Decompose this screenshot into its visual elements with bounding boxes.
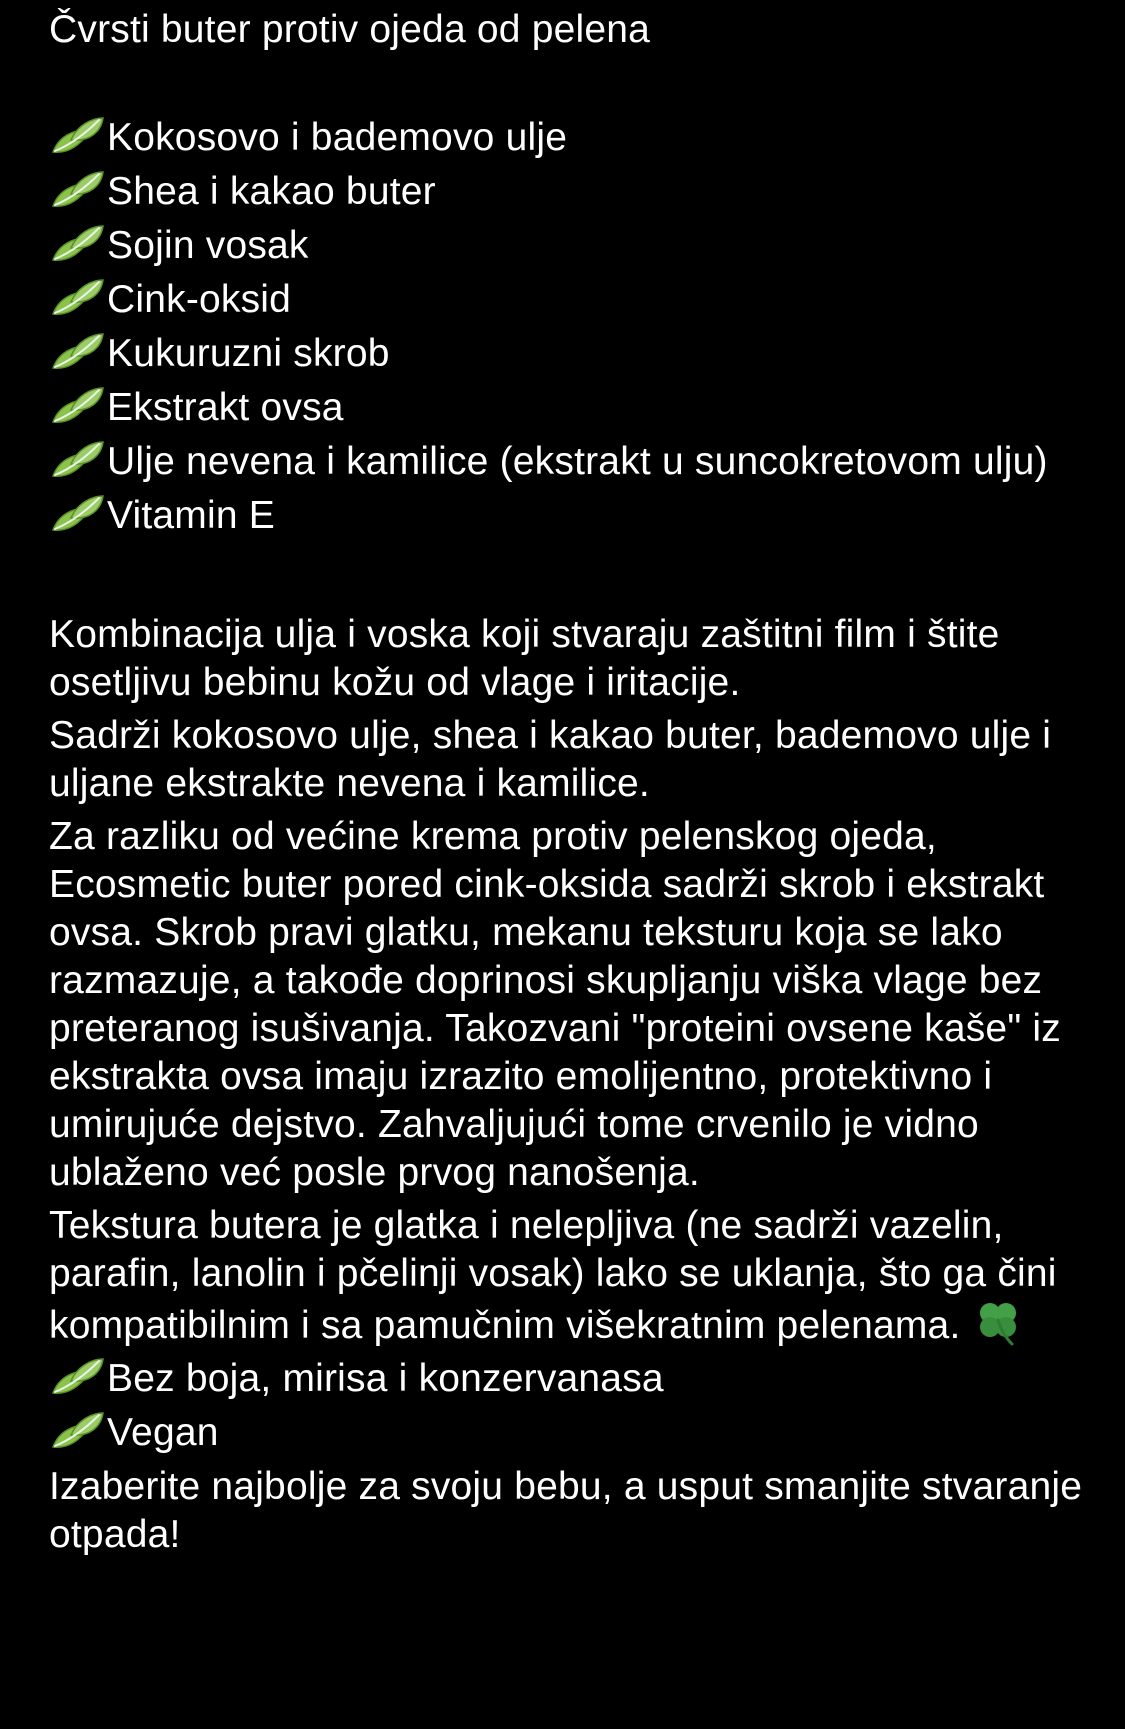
list-item: Sojin vosak — [49, 222, 1084, 270]
paragraph: Kombinacija ulja i voska koji stvaraju zaštitni film i štite osetljivu bebinu kožu od vlage i iritacije. — [49, 613, 1000, 704]
post-title: Čvrsti buter protiv ojeda od pelena — [49, 8, 651, 51]
herb-leaf-icon — [49, 222, 107, 266]
closing-text: Izaberite najbolje za svoju bebu, a usput smanjite stvaranje otpada! — [49, 1465, 1083, 1556]
paragraph: Za razliku od većine krema protiv pelenskog ojeda, Ecosmetic buter pored cink-oksida sadrži skrob i ekstrakt ovsa. Skrob pravi glatku, mekanu teksturu koja se lako razmazuje, a takođe doprinosi skupljanju viška vlage bez preteranog isušivanja. Takozvani "proteini ovsene kaše" iz ekstrakta ovsa imaju izrazito emolijentno, protektivno i umirujuće dejstvo. Zahvaljujući tome crvenilo je vidno ublaženo već posle prvog nanošenja. — [49, 815, 1061, 1194]
herb-leaf-icon — [49, 330, 107, 374]
list-item: Cink-oksid — [49, 276, 1084, 324]
list-item: Bez boja, mirisa i konzervanasa — [49, 1355, 1084, 1403]
herb-leaf-icon — [49, 276, 107, 320]
post-body — [49, 6, 1084, 1564]
four-leaf-clover-icon — [972, 1298, 1024, 1346]
herb-leaf-icon — [49, 492, 107, 536]
feature-list — [49, 1355, 1084, 1457]
list-item: Kokosovo i bademovo ulje — [49, 114, 1084, 162]
herb-leaf-icon — [49, 1355, 107, 1399]
list-item: Kukuruzni skrob — [49, 330, 1084, 378]
herb-leaf-icon — [49, 168, 107, 212]
list-item: Vegan — [49, 1409, 1084, 1457]
herb-leaf-icon — [49, 438, 107, 482]
paragraph: Sadrži kokosovo ulje, shea i kakao buter, bademovo ulje i uljane ekstrakte nevena i kamilice. — [49, 714, 1052, 805]
ingredient-list — [49, 114, 1084, 540]
list-item: Shea i kakao buter — [49, 168, 1084, 216]
herb-leaf-icon — [49, 384, 107, 428]
list-item: Ekstrakt ovsa — [49, 384, 1084, 432]
paragraph: Tekstura butera je glatka i nelepljiva (ne sadrži vazelin, parafin, lanolin i pčelinji vosak) lako se uklanja, što ga čini kompatibilnim i sa pamučnim višekratnim pelenama. — [49, 1204, 1057, 1347]
list-item: Ulje nevena i kamilice (ekstrakt u suncokretovom ulju) — [49, 438, 1084, 486]
herb-leaf-icon — [49, 1409, 107, 1453]
list-item: Vitamin E — [49, 492, 1084, 540]
herb-leaf-icon — [49, 114, 107, 158]
